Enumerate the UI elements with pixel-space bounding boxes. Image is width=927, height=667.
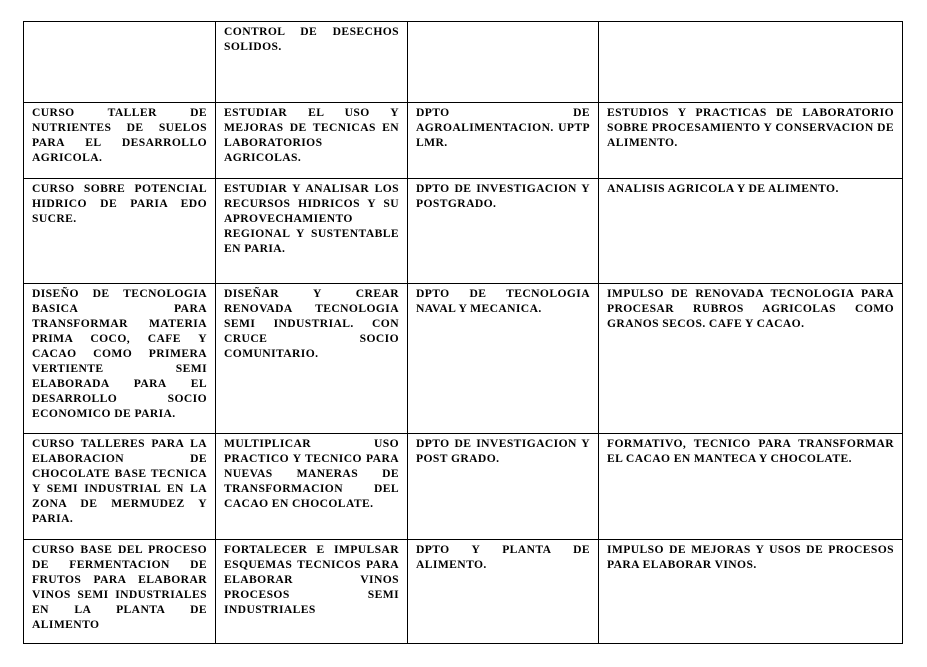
- department-cell: DPTO DE INVESTIGACION Y POST GRADO.: [408, 434, 599, 540]
- department-cell: DPTO DE AGROALIMENTACION. UPTP LMR.: [408, 103, 599, 179]
- description-cell: ANALISIS AGRICOLA Y DE ALIMENTO.: [599, 179, 903, 284]
- course-cell: CURSO TALLERES PARA LA ELABORACION DE CHOCOLATE BASE TECNICA Y SEMI INDUSTRIAL EN LA ZONA DE MERMUDEZ Y PARIA.: [24, 434, 216, 540]
- courses-table: [23, 21, 903, 644]
- table-row: [24, 284, 903, 434]
- objective-cell: ESTUDIAR Y ANALISAR LOS RECURSOS HIDRICOS Y SU APROVECHAMIENTO REGIONAL Y SUSTENTABLE EN PARIA.: [216, 179, 408, 284]
- course-cell: CURSO TALLER DE NUTRIENTES DE SUELOS PARA EL DESARROLLO AGRICOLA.: [24, 103, 216, 179]
- department-cell: DPTO DE TECNOLOGIA NAVAL Y MECANICA.: [408, 284, 599, 434]
- table-row: [24, 540, 903, 644]
- description-cell: ESTUDIOS Y PRACTICAS DE LABORATORIO SOBRE PROCESAMIENTO Y CONSERVACION DE ALIMENTO.: [599, 103, 903, 179]
- description-cell: IMPULSO DE MEJORAS Y USOS DE PROCESOS PARA ELABORAR VINOS.: [599, 540, 903, 644]
- table-row: [24, 22, 903, 103]
- description-cell: FORMATIVO, TECNICO PARA TRANSFORMAR EL CACAO EN MANTECA Y CHOCOLATE.: [599, 434, 903, 540]
- department-cell: [408, 22, 599, 103]
- description-cell: IMPULSO DE RENOVADA TECNOLOGIA PARA PROCESAR RUBROS AGRICOLAS COMO GRANOS SECOS. CAFE Y CACAO.: [599, 284, 903, 434]
- course-cell: DISEÑO DE TECNOLOGIA BASICA PARA TRANSFORMAR MATERIA PRIMA COCO, CAFE Y CACAO COMO PRIMERA VERTIENTE SEMI ELABORADA PARA EL DESARROLLO SOCIO ECONOMICO DE PARIA.: [24, 284, 216, 434]
- department-cell: DPTO Y PLANTA DE ALIMENTO.: [408, 540, 599, 644]
- description-cell: [599, 22, 903, 103]
- course-cell: [24, 22, 216, 103]
- table-row: [24, 103, 903, 179]
- objective-cell: ESTUDIAR EL USO Y MEJORAS DE TECNICAS EN LABORATORIOS AGRICOLAS.: [216, 103, 408, 179]
- table-row: [24, 434, 903, 540]
- table-row: [24, 179, 903, 284]
- course-cell: CURSO BASE DEL PROCESO DE FERMENTACION DE FRUTOS PARA ELABORAR VINOS SEMI INDUSTRIALES EN LA PLANTA DE ALIMENTO: [24, 540, 216, 644]
- course-cell: CURSO SOBRE POTENCIAL HIDRICO DE PARIA EDO SUCRE.: [24, 179, 216, 284]
- objective-cell: DISEÑAR Y CREAR RENOVADA TECNOLOGIA SEMI INDUSTRIAL. CON CRUCE SOCIO COMUNITARIO.: [216, 284, 408, 434]
- objective-cell: FORTALECER E IMPULSAR ESQUEMAS TECNICOS PARA ELABORAR VINOS PROCESOS SEMI INDUSTRIALES: [216, 540, 408, 644]
- objective-cell: MULTIPLICAR USO PRACTICO Y TECNICO PARA NUEVAS MANERAS DE TRANSFORMACION DEL CACAO EN CHOCOLATE.: [216, 434, 408, 540]
- department-cell: DPTO DE INVESTIGACION Y POSTGRADO.: [408, 179, 599, 284]
- objective-cell: CONTROL DE DESECHOS SOLIDOS.: [216, 22, 408, 103]
